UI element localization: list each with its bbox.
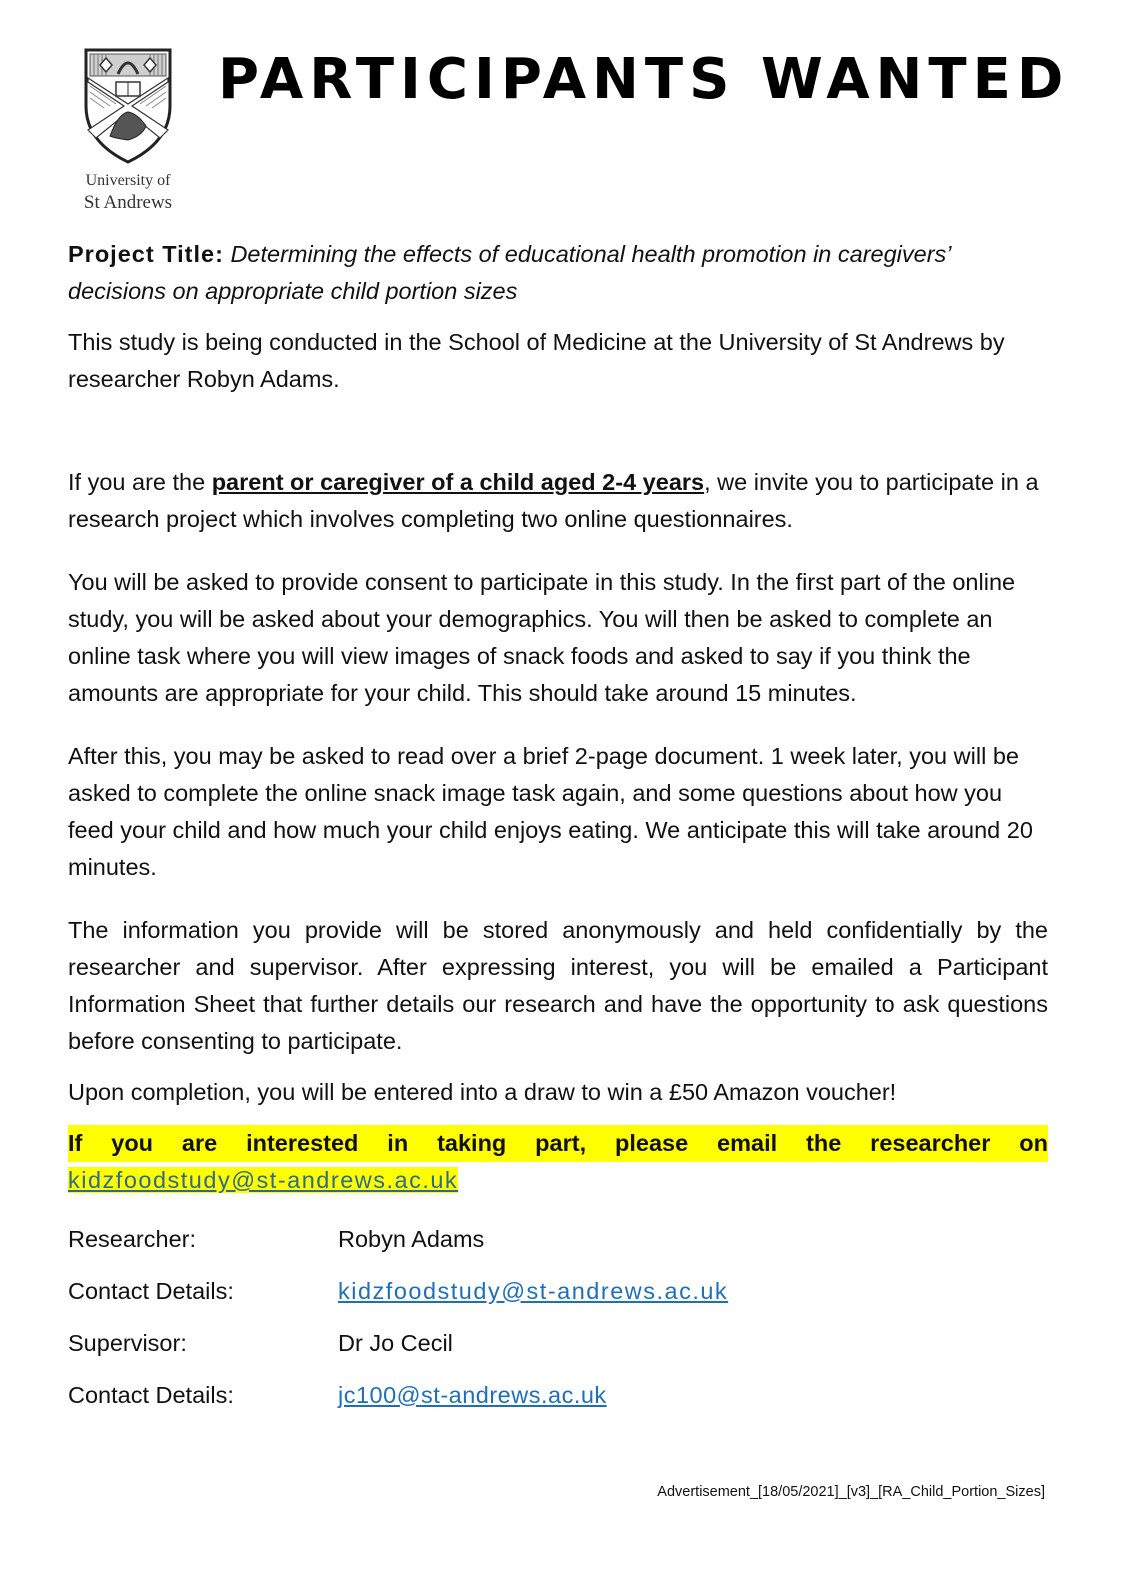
invite-suffix: , we invite you to participate in a research project which involves completing two online questionnaires. — [68, 469, 1039, 532]
call-to-action-text: If you are interested in taking part, please email the researcher on — [68, 1125, 1048, 1162]
contact-row-supervisor-email — [68, 1369, 1048, 1421]
contact-label: Supervisor: — [68, 1329, 187, 1356]
page-title: PARTICIPANTS WANTED — [218, 47, 1070, 112]
contact-list — [68, 1213, 1048, 1421]
document-footer: Advertisement_[18/05/2021]_[v3]_[RA_Child_Portion_Sizes] — [657, 1484, 1045, 1500]
invite-paragraph — [68, 464, 1048, 538]
university-crest-icon — [80, 46, 176, 166]
contact-row-researcher-email — [68, 1265, 1048, 1317]
privacy-paragraph: The information you provide will be stored anonymously and held confidentially by the researcher and supervisor. After expressing interest, you will be emailed a Participant Information Sheet that further details our research and have the opportunity to ask questions before consenting to participate. — [68, 917, 1048, 1054]
intro-paragraph: This study is being conducted in the School of Medicine at the University of St Andrews by researcher Robyn Adams. — [68, 329, 1005, 392]
contact-row-supervisor — [68, 1317, 1048, 1369]
project-title-text: Determining the effects of educational health promotion in caregivers’ decisions on appropriate child portion sizes — [68, 241, 951, 304]
researcher-email-link[interactable]: kidzfoodstudy@st-andrews.ac.uk — [338, 1277, 729, 1304]
logo-line-1: University of — [85, 172, 171, 189]
document-body — [68, 236, 1048, 1421]
university-logo — [72, 46, 184, 214]
logo-line-2: St Andrews — [83, 192, 173, 213]
contact-row-researcher — [68, 1213, 1048, 1265]
supervisor-name: Dr Jo Cecil — [338, 1329, 453, 1356]
part-one-paragraph: You will be asked to provide consent to participate in this study. In the first part of the online study, you will be asked about your demographics. You will then be asked to complete an online task where you will view images of snack foods and asked to say if you think the amounts are appropriate for your child. This should take around 15 minutes. — [68, 569, 1016, 706]
contact-label: Researcher: — [68, 1225, 196, 1252]
project-title-label: Project Title: — [68, 241, 224, 267]
contact-label: Contact Details: — [68, 1381, 234, 1408]
prize-paragraph: Upon completion, you will be entered into a draw to win a £50 Amazon voucher! — [68, 1079, 897, 1105]
supervisor-email-link[interactable]: jc100@st-andrews.ac.uk — [338, 1381, 607, 1408]
project-title-paragraph — [68, 236, 1048, 310]
eligibility-criteria: parent or caregiver of a child aged 2-4 years — [211, 469, 705, 495]
cta-email-link[interactable]: kidzfoodstudy@st-andrews.ac.uk — [68, 1167, 459, 1193]
researcher-name: Robyn Adams — [338, 1225, 485, 1252]
call-to-action — [68, 1125, 1048, 1199]
part-two-paragraph: After this, you may be asked to read over a brief 2-page document. 1 week later, you will be asked to complete the online snack image task again, and some questions about how you feed your child and how much your child enjoys eating. We anticipate this will take around 20 minutes. — [68, 743, 1033, 880]
contact-label: Contact Details: — [68, 1277, 234, 1304]
invite-prefix: If you are the — [68, 469, 212, 495]
